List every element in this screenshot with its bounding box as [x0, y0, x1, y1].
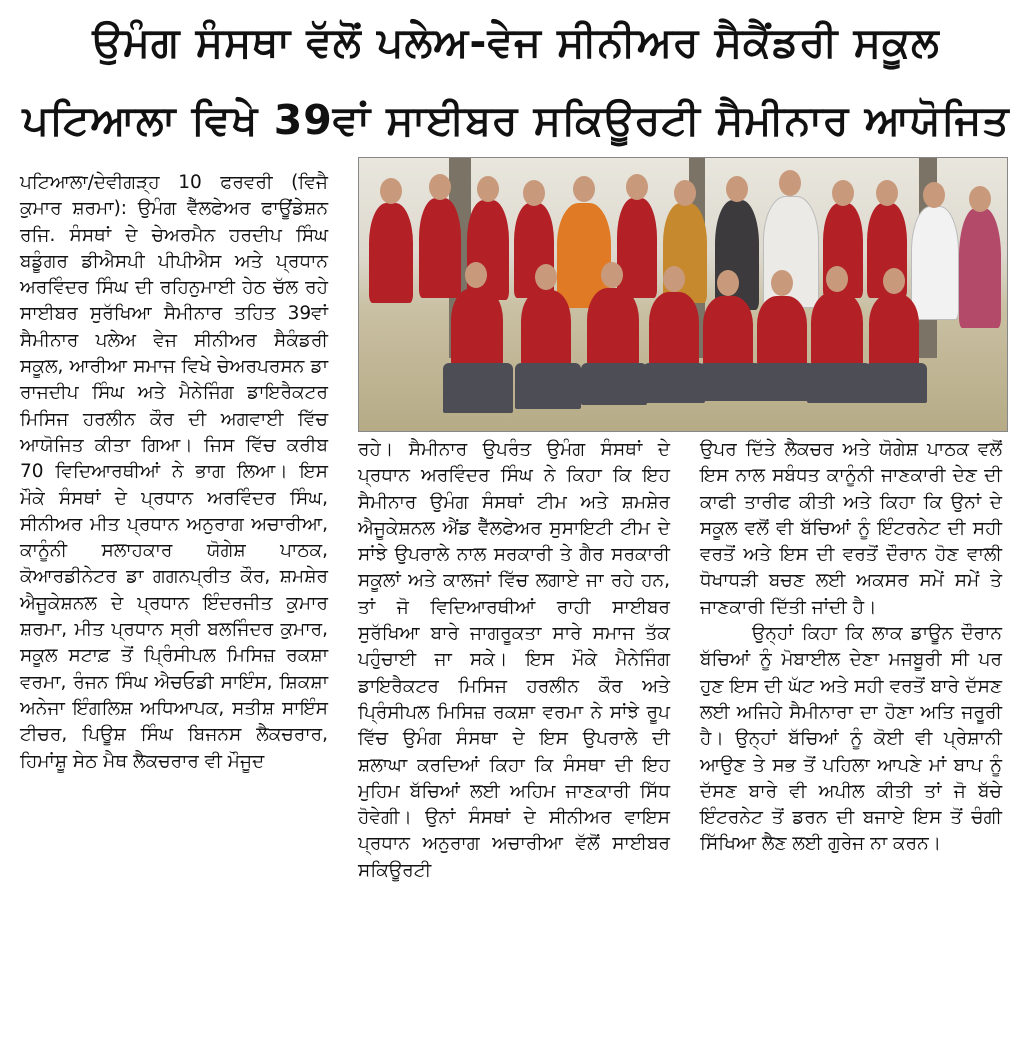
face: [826, 266, 848, 292]
student-figure: [521, 290, 571, 368]
face: [523, 180, 545, 206]
face: [663, 266, 685, 292]
face: [726, 176, 748, 202]
article-column-3: [700, 437, 1002, 858]
skirt: [699, 363, 761, 401]
skirt: [865, 363, 927, 403]
student-figure: [369, 203, 413, 303]
student-figure: [587, 288, 639, 368]
student-figure: [811, 292, 863, 368]
headline-line-2: ਪਟਿਆਲਾ ਵਿਖੇ 39ਵਾਂ ਸਾਈਬਰ ਸਕਿਊਰਟੀ ਸੈਮੀਨਾਰ ਆਯੋਜਿਤ: [22, 96, 1010, 144]
face: [573, 176, 595, 202]
student-figure: [617, 198, 657, 298]
face: [674, 180, 696, 206]
face: [717, 270, 739, 296]
face: [832, 180, 854, 206]
face: [535, 264, 557, 290]
article-column-1: [20, 170, 328, 775]
skirt: [581, 363, 647, 405]
face: [601, 262, 623, 288]
article-column-2: [358, 437, 670, 884]
headline-line-1: ਉਮੰਗ ਸੰਸਥਾ ਵੱਲੋਂ ਪਲੇਅ-ਵੇਜ ਸੀਨੀਅਰ ਸੈਕੈਂਡਰੀ ਸਕੂਲ: [92, 18, 940, 66]
face: [380, 178, 402, 204]
face: [969, 186, 991, 212]
skirt: [443, 363, 513, 413]
article-text-3a: ਉਪਰ ਦਿੱਤੇ ਲੈਕਚਰ ਅਤੇ ਯੋਗੇਸ਼ ਪਾਠਕ ਵਲੋਂ ਇਸ ਨਾਲ ਸਬੰਧਤ ਕਾਨੂੰਨੀ ਜਾਣਕਾਰੀ ਦੇਣ ਦੀ ਕਾਫੀ ਤਾਰੀਫ ਕੀਤੀ ਅਤੇ ਕਿਹਾ ਕਿ ਉਨਾਂ ਦੇ ਸਕੂਲ ਵਲੋਂ ਵੀ ਬੱਚਿਆਂ ਨੂੰ ਇੰਟਰਨੇਟ ਦੀ ਸਹੀ ਵਰਤੋਂ ਅਤੇ ਇਸ ਦੀ ਵਰਤੋਂ ਦੌਰਾਨ ਹੋਣ ਵਾਲੀ ਧੋਖਾਧੜੀ ਬਚਣ ਲਈ ਅਕਸਰ ਸਮੇਂ ਸਮੇਂ ਤੇ ਜਾਣਕਾਰੀ ਦਿੱਤੀ ਜਾਂਦੀ ਹੈ।: [700, 439, 1002, 618]
face: [626, 174, 648, 200]
face: [923, 182, 945, 208]
student-figure: [649, 292, 699, 368]
face: [876, 180, 898, 206]
article-text-3b: ਉਨ੍ਹਾਂ ਕਿਹਾ ਕਿ ਲਾਕ ਡਾਊਨ ਦੌਰਾਨ ਬੱਚਿਆਂ ਨੂੰ ਮੋਬਾਈਲ ਦੇਣਾ ਮਜਬੂਰੀ ਸੀ ਪਰ ਹੁਣ ਇਸ ਦੀ ਘੱਟ ਅਤੇ ਸਹੀ ਵਰਤੋਂ ਬਾਰੇ ਦੱਸਣ ਲਈ ਅਜਿਹੇ ਸੈਮੀਨਾਰਾ ਦਾ ਹੋਣਾ ਅਤਿ ਜਰੂਰੀ ਹੈ। ਉਨ੍ਹਾਂ ਬੱਚਿਆਂ ਨੂੰ ਕੋਈ ਵੀ ਪ੍ਰੇਸ਼ਾਨੀ ਆਉਣ ਤੇ ਸਭ ਤੋਂ ਪਹਿਲਾ ਆਪਣੇ ਮਾਂ ਬਾਪ ਨੂੰ ਦੱਸਣ ਬਾਰੇ ਵੀ ਅਪੀਲ ਕੀਤੀ ਤਾਂ ਜੋ ਬੱਚੇ ਇੰਟਰਨੇਟ ਤੋਂ ਡਰਨ ਦੀ ਬਜਾਏ ਇਸ ਤੋਂ ਚੰਗੀ ਸਿੱਖਿਆ ਲੈਣ ਲਈ ਗੁਰੇਜ ਨਾ ਕਰਨ।: [700, 623, 1002, 855]
face: [771, 270, 793, 296]
face: [477, 176, 499, 202]
guest-figure: [763, 196, 819, 308]
group-photo-icon: [358, 157, 1008, 432]
skirt: [515, 363, 581, 409]
article-text-1: ਉਮੰਗ ਵੈੱਲਫੇਅਰ ਫਾਊਂਡੇਸ਼ਨ ਰਜਿ. ਸੰਸਥਾਂ ਦੇ ਚੇਅਰਮੈਨ ਹਰਦੀਪ ਸਿੰਘ ਬਡੂੰਗਰ ਡੀਐਸਪੀ ਪੀਪੀਐਸ ਅਤੇ ਪ੍ਰਧਾਨ ਅਰਵਿੰਦਰ ਸਿੰਘ ਦੀ ਰਹਿਨੁਮਾਈ ਹੇਠ ਚੱਲ ਰਹੇ ਸਾਈਬਰ ਸੁਰੱਖਿਆ ਸੈਮੀਨਾਰ ਤਹਿਤ 39ਵਾਂ ਸੈਮੀਨਾਰ ਪਲੇਅ ਵੇਜ ਸੀਨੀਅਰ ਸੈਕੰਡਰੀ ਸਕੂਲ, ਆਰੀਆ ਸਮਾਜ ਵਿਖੇ ਚੇਅਰਪਰਸਨ ਡਾ ਰਾਜਦੀਪ ਸਿੰਘ ਅਤੇ ਮੈਨੇਜਿੰਗ ਡਾਇਰੈਕਟਰ ਮਿਸਿਜ ਹਰਲੀਨ ਕੌਰ ਦੀ ਅਗਵਾਈ ਵਿੱਚ ਆਯੋਜਿਤ ਕੀਤਾ ਗਿਆ। ਜਿਸ ਵਿੱਚ ਕਰੀਬ 70 ਵਿਦਿਆਰਥੀਆਂ ਨੇ ਭਾਗ ਲਿਆ। ਇਸ ਮੌਕੇ ਸੰਸਥਾਂ ਦੇ ਪ੍ਰਧਾਨ ਅਰਵਿੰਦਰ ਸਿੰਘ, ਸੀਨੀਅਰ ਮੀਤ ਪ੍ਰਧਾਨ ਅਨੁਰਾਗ ਅਚਾਰੀਆ, ਕਾਨੂੰਨੀ ਸਲਾਹਕਾਰ ਯੋਗੇਸ਼ ਪਾਠਕ, ਕੋਆਰਡੀਨੇਟਰ ਡਾ ਗਗਨਪ੍ਰੀਤ ਕੌਰ, ਸ਼ਮਸ਼ੇਰ ਐਜੂਕੇਸ਼ਨਲ ਦੇ ਪ੍ਰਧਾਨ ਇੰਦਰਜੀਤ ਕੁਮਾਰ ਸ਼ਰਮਾ, ਮੀਤ ਪ੍ਰਧਾਨ ਸ੍ਰੀ ਬਲਜਿੰਦਰ ਕੁਮਾਰ, ਸਕੂਲ ਸਟਾਫ਼ ਤੋਂ ਪ੍ਰਿੰਸੀਪਲ ਮਿਸਿਜ਼ ਰਕਸ਼ਾ ਵਰਮਾ, ਰੰਜਨ ਸਿੰਘ ਐਚਓਡੀ ਸਾਇੰਸ, ਸ਼ਿਕਸ਼ਾ ਅਨੇਜਾ ਇੰਗਲਿਸ਼ ਅਧਿਆਪਕ, ਸਤੀਸ਼ ਸਾਇੰਸ ਟੀਚਰ, ਪਿਊਸ਼ ਸਿੰਘ ਬਿਜਨਸ ਲੈਕਚਰਾਰ, ਹਿਮਾਂਸ਼ੂ ਸੇਠ ਮੈਥ ਲੈਕਚਰਾਰ ਵੀ ਮੌਜੂਦ: [20, 198, 329, 772]
skirt: [753, 363, 815, 401]
face: [465, 262, 487, 288]
teacher-figure: [959, 208, 1001, 328]
face: [779, 170, 801, 196]
dateline: ਪਟਿਆਲਾ/ਦੇਵੀਗੜ੍ਹ 10 ਫਰਵਰੀ (ਵਿਜੈ ਕੁਮਾਰ ਸ਼ਰਮਾ):: [20, 172, 328, 220]
article-text-2: ਰਹੇ। ਸੈਮੀਨਾਰ ਉਪਰੰਤ ਉਮੰਗ ਸੰਸਥਾਂ ਦੇ ਪ੍ਰਧਾਨ ਅਰਵਿੰਦਰ ਸਿੰਘ ਨੇ ਕਿਹਾ ਕਿ ਇਹ ਸੈਮੀਨਾਰ ਉਮੰਗ ਸੰਸਥਾਂ ਟੀਮ ਅਤੇ ਸ਼ਮਸ਼ੇਰ ਐਜੂਕੇਸ਼ਨਲ ਐਂਡ ਵੈੱਲਫੇਅਰ ਸੁਸਾਇਟੀ ਟੀਮ ਦੇ ਸਾਂਝੇ ਉਪਰਾਲੇ ਨਾਲ ਸਰਕਾਰੀ ਤੇ ਗੈਰ ਸਰਕਾਰੀ ਸਕੂਲਾਂ ਅਤੇ ਕਾਲਜਾਂ ਵਿੱਚ ਲਗਾਏ ਜਾ ਰਹੇ ਹਨ, ਤਾਂ ਜੋ ਵਿਦਿਆਰਥੀਆਂ ਰਾਹੀ ਸਾਈਬਰ ਸੁਰੱਖਿਆ ਬਾਰੇ ਜਾਗਰੂਕਤਾ ਸਾਰੇ ਸਮਾਜ ਤੱਕ ਪਹੁੰਚਾਈ ਜਾ ਸਕੇ। ਇਸ ਮੌਕੇ ਮੈਨੇਜਿੰਗ ਡਾਇਰੈਕਟਰ ਮਿਸਿਜ ਹਰਲੀਨ ਕੌਰ ਅਤੇ ਪ੍ਰਿੰਸੀਪਲ ਮਿਸਿਜ਼ ਰਕਸ਼ਾ ਵਰਮਾ ਨੇ ਸਾਂਝੇ ਰੂਪ ਵਿੱਚ ਉਮੰਗ ਸੰਸਥਾ ਦੇ ਇਸ ਉਪਰਾਲੇ ਦੀ ਸ਼ਲਾਘਾ ਕਰਦਿਆਂ ਕਿਹਾ ਕਿ ਸੰਸਥਾ ਦੀ ਇਹ ਮੁਹਿਮ ਬੱਚਿਆਂ ਲਈ ਅਹਿਮ ਜਾਣਕਾਰੀ ਸਿੱਧ ਹੋਵੇਗੀ। ਉਨਾਂ ਸੰਸਥਾਂ ਦੇ ਸੀਨੀਅਰ ਵਾਇਸ ਪ੍ਰਧਾਨ ਅਨੁਰਾਗ ਅਚਾਰੀਆ ਵੱਲੋਂ ਸਾਈਬਰ ਸਕਿਊਰਟੀ: [358, 439, 670, 881]
student-figure: [703, 296, 753, 368]
student-figure: [419, 198, 461, 298]
student-figure: [451, 288, 503, 368]
skirt: [643, 363, 705, 403]
face: [883, 268, 905, 294]
face: [429, 174, 451, 200]
student-figure: [869, 294, 919, 368]
skirt: [807, 363, 871, 403]
teacher-figure: [911, 206, 959, 320]
student-figure: [757, 296, 807, 368]
